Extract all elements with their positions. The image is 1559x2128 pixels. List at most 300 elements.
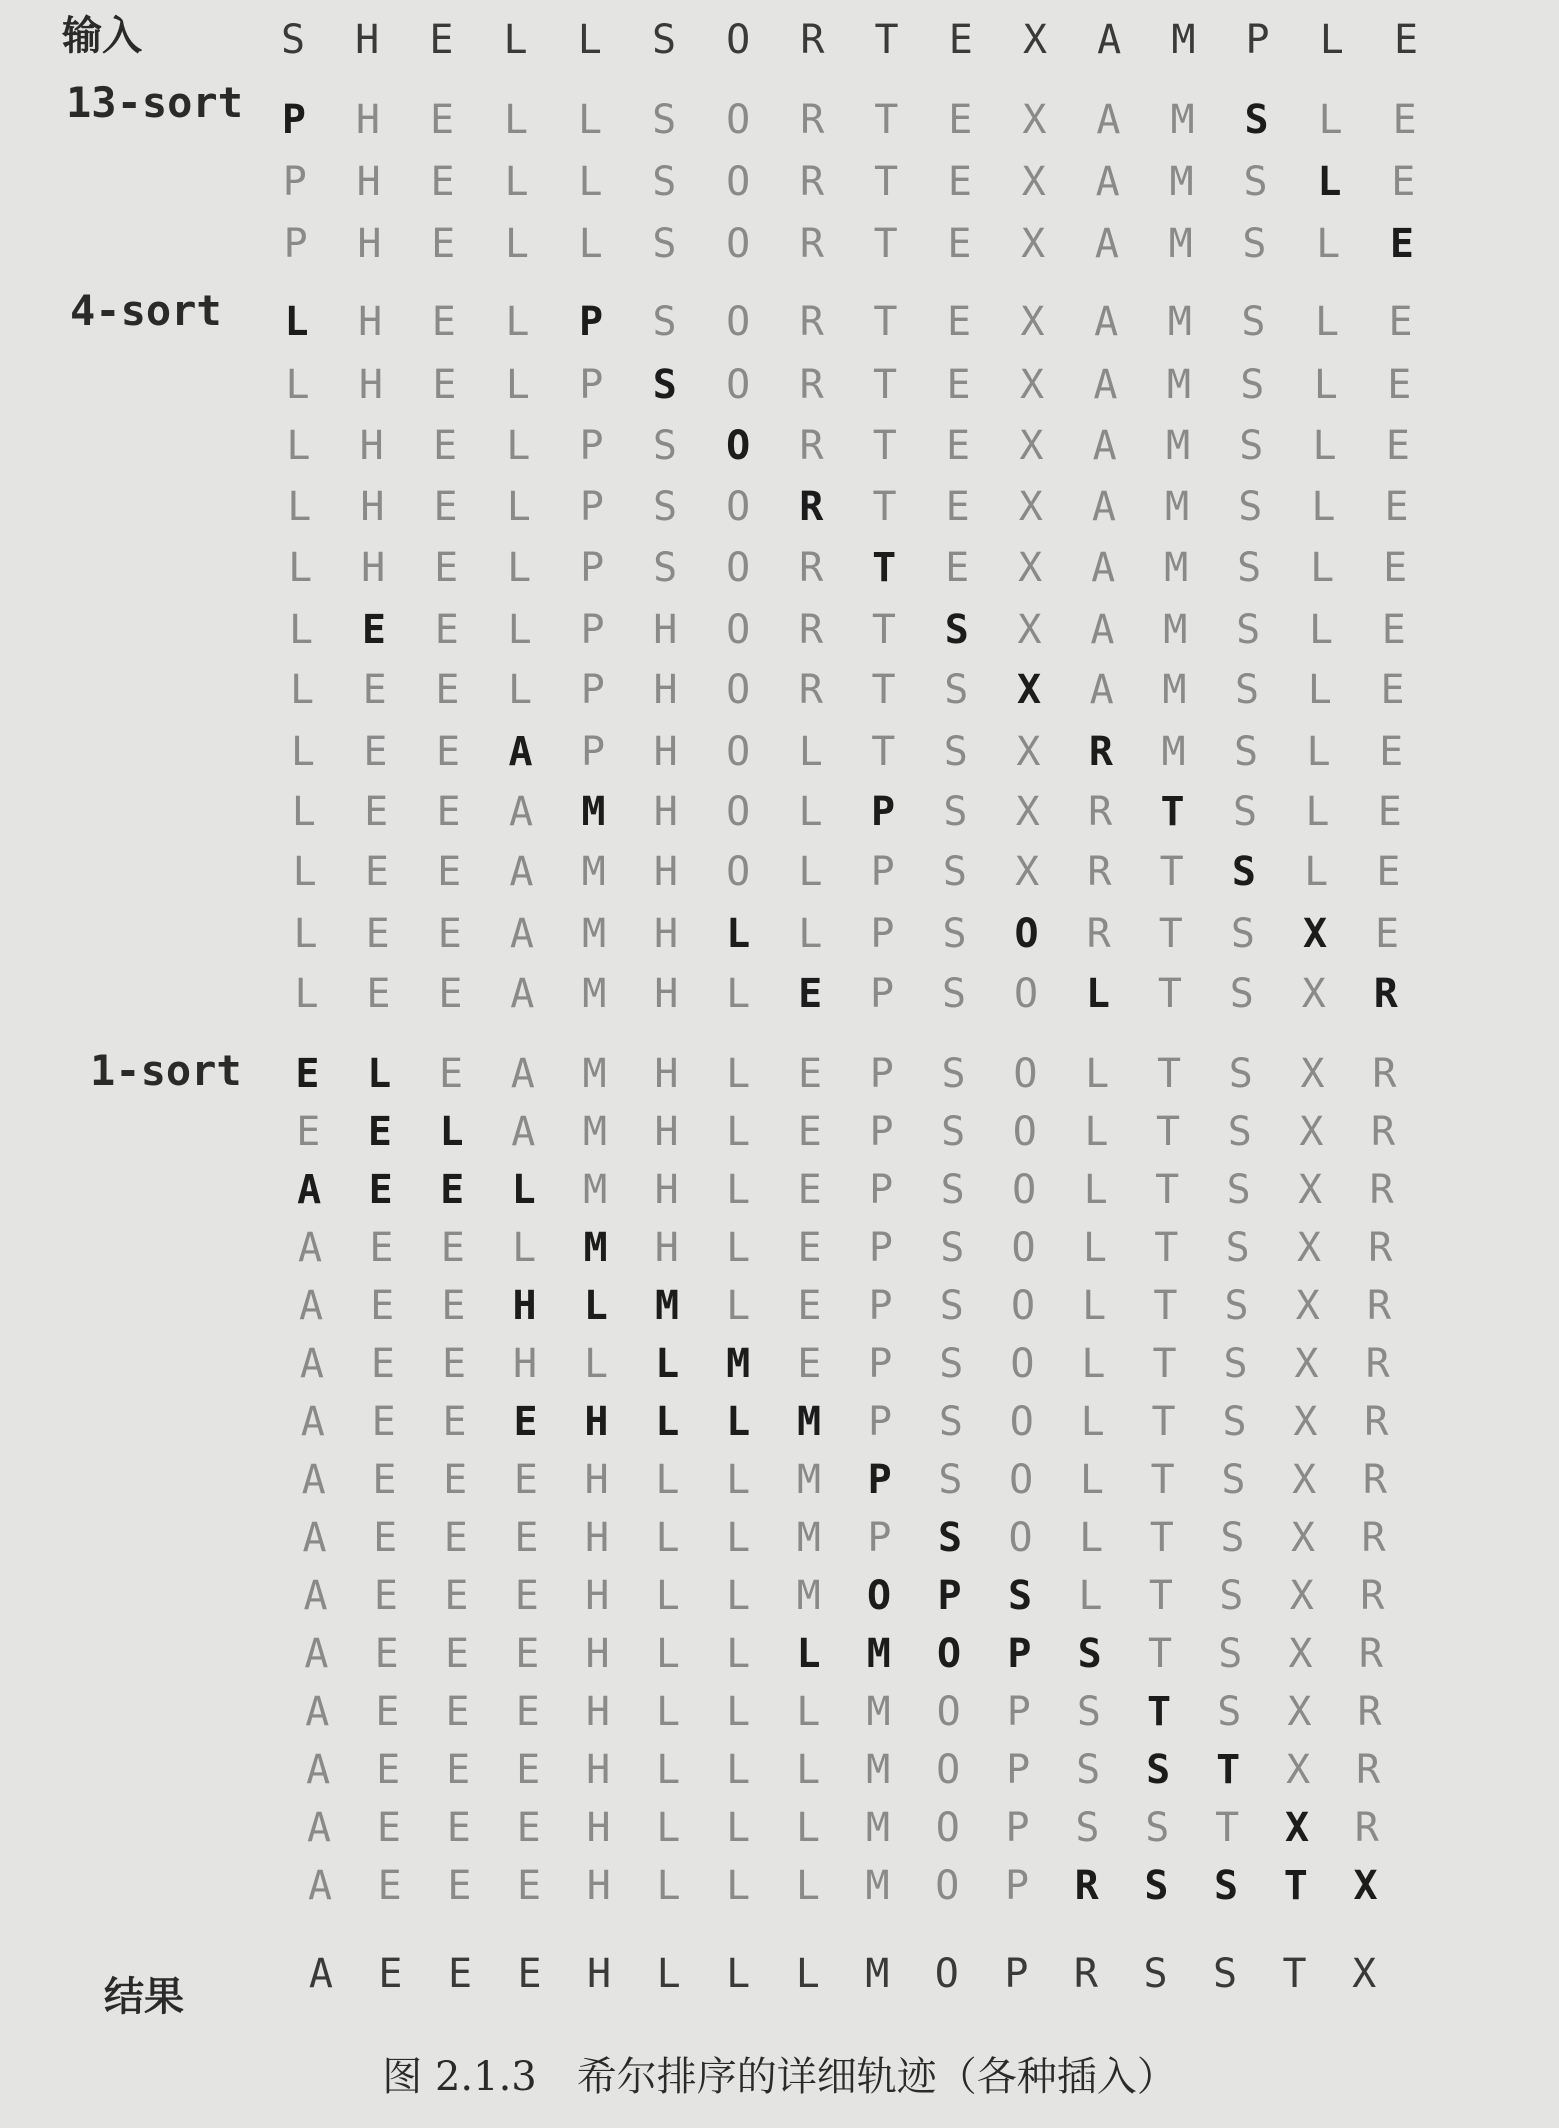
letter-cell: S [942,911,967,957]
letter-cell: P [581,729,606,775]
letter-cell: T [1153,1283,1178,1329]
letter-cell: R [1362,1457,1387,1503]
letter-cell: O [726,423,751,469]
letter-cell: S [1146,1747,1171,1793]
letter-cell: P [1004,1863,1030,1909]
letter-cell: M [1164,545,1189,591]
letter-cell: A [307,1805,332,1851]
letter-cell: S [1144,1863,1169,1909]
letter-cell: L [655,1341,680,1387]
letter-cell: E [377,1863,402,1909]
letter-cell: S [1217,1689,1242,1735]
letter-cell: P [580,667,605,713]
letter-cell: M [866,1689,891,1735]
letter-cell: H [361,545,386,591]
letter-cell: S [652,362,677,408]
letter-cell: A [308,1951,333,1997]
letter-cell: M [1166,362,1191,408]
letter-cell: L [1079,1515,1104,1561]
letter-cell: S [1214,1863,1239,1909]
letter-cell: L [655,1515,680,1561]
letter-cell: S [1220,1515,1245,1561]
letter-cell: A [299,1341,324,1387]
letter-cell: L [726,1805,751,1851]
letter-cell: M [583,1225,608,1271]
label-13-sort: 13-sort [66,78,244,127]
letter-cell: A [304,1631,329,1677]
letter-cell: E [444,1573,469,1619]
letter-cell: S [1228,1051,1253,1097]
letter-cell: L [1310,545,1335,591]
letter-cell: M [654,1283,680,1329]
letter-cell: T [1156,1109,1181,1155]
letter-cell: H [512,1283,537,1329]
letter-cell: E [437,911,462,957]
letter-cell: T [1283,1863,1308,1909]
letter-cell: L [796,1805,821,1851]
letter-cell: S [938,1457,963,1503]
letter-cell: S [938,1399,963,1445]
letter-cell: M [582,1109,607,1155]
letter-cell: X [1289,1573,1314,1619]
letter-cell: O [867,1573,892,1619]
letter-cell: L [726,1951,751,1997]
letter-cell: T [1154,1225,1179,1271]
letter-cell: L [1319,17,1344,63]
letter-cell: E [514,1515,539,1561]
letter-cell: E [947,159,972,205]
letter-cell: P [580,607,605,653]
letter-cell: E [446,1747,471,1793]
letter-cell: E [368,1167,393,1213]
letter-cell: M [1169,159,1194,205]
letter-cell: O [937,1631,962,1677]
letter-cell: L [726,971,751,1017]
letter-cell: L [798,789,823,835]
letter-cell: P [870,911,895,957]
letter-cell: R [1354,1805,1379,1851]
letter-cell: M [865,1863,890,1909]
letter-cell: S [1239,423,1264,469]
letter-cell: T [1160,789,1185,835]
letter-cell: A [510,971,535,1017]
letter-cell: E [429,97,455,143]
letter-cell: X [1296,1225,1322,1271]
letter-cell: R [1369,1167,1394,1213]
letter-cell: H [587,1951,612,1997]
letter-cell: E [945,484,970,530]
letter-cell: P [868,1341,893,1387]
letter-cell: H [653,789,678,835]
letter-cell: P [1245,17,1270,63]
letter-cell: X [1015,789,1040,835]
letter-cell: L [795,1951,820,1997]
letter-cell: E [1379,729,1404,775]
letter-cell: A [509,911,534,957]
letter-cell: T [1157,971,1182,1017]
letter-cell: L [290,729,315,775]
letter-cell: E [431,299,456,345]
letter-cell: S [941,1109,966,1155]
letter-cell: E [376,1805,401,1851]
letter-cell: M [1162,667,1187,713]
letter-cell: R [1088,789,1113,835]
letter-cell: O [935,1805,960,1851]
letter-cell: L [1078,1573,1103,1619]
letter-cell: H [358,362,383,408]
letter-cell: R [799,423,824,469]
letter-cell: R [1086,911,1111,957]
letter-cell: S [1238,484,1263,530]
letter-cell: M [797,1399,822,1445]
letter-cell: H [585,1573,610,1619]
letter-cell: L [796,1747,821,1793]
letter-cell: E [444,1631,470,1677]
letter-cell: X [1017,607,1042,653]
letter-cell: E [376,1747,401,1793]
letter-cell: S [941,1051,966,1097]
letter-cell: S [942,971,967,1017]
letter-cell: H [654,1225,679,1271]
letter-cell: T [1158,911,1183,957]
letter-cell: L [1085,971,1110,1017]
letter-cell: E [1388,299,1413,345]
letter-cell: H [584,1399,609,1445]
letter-cell: L [726,1283,751,1329]
letter-cell: R [1074,1863,1099,1909]
letter-cell: S [940,1225,965,1271]
letter-cell: P [870,971,895,1017]
letter-cell: L [1318,97,1343,143]
letter-cell: M [866,1631,891,1677]
letter-cell: H [653,667,678,713]
letter-cell: O [934,1951,959,1997]
letter-cell: A [1097,17,1122,63]
letter-cell: L [1317,159,1342,205]
letter-cell: A [298,1225,323,1271]
letter-cell: E [373,1515,398,1561]
letter-cell: X [1294,1341,1319,1387]
letter-cell: O [726,97,751,143]
letter-cell: R [1073,1951,1098,1997]
letter-cell: L [798,729,823,775]
letter-cell: L [1304,849,1329,895]
letter-cell: A [509,849,534,895]
letter-cell: H [586,1805,611,1851]
letter-cell: E [946,362,971,408]
letter-cell: E [361,607,386,653]
letter-cell: E [1393,17,1419,63]
letter-cell: E [296,1109,321,1155]
letter-cell: E [513,1457,538,1503]
letter-cell: E [798,971,823,1017]
letter-cell: H [653,849,678,895]
letter-cell: R [1358,1631,1383,1677]
letter-cell: A [300,1399,325,1445]
letter-cell: E [438,1051,464,1097]
letter-cell: M [581,849,606,895]
letter-cell: P [937,1573,962,1619]
letter-cell: S [1218,1631,1243,1677]
letter-cell: X [1019,423,1044,469]
letter-cell: X [1292,1457,1317,1503]
letter-cell: S [1235,667,1260,713]
letter-cell: L [507,607,532,653]
letter-cell: M [796,1515,821,1561]
letter-cell: L [1079,1457,1104,1503]
letter-cell: E [1385,423,1410,469]
letter-cell: H [654,911,679,957]
letter-cell: X [1286,1747,1311,1793]
letter-cell: A [1091,484,1116,530]
letter-cell: O [726,849,751,895]
letter-cell: E [440,1167,465,1213]
letter-cell: P [869,1167,894,1213]
letter-cell: R [799,484,824,530]
letter-cell: S [652,97,677,143]
letter-cell: R [798,667,823,713]
letter-cell: E [945,545,970,591]
letter-cell: L [795,1863,820,1909]
letter-cell: M [1165,484,1190,530]
letter-cell: A [1095,159,1120,205]
letter-cell: X [1288,1631,1313,1677]
letter-cell: S [1226,1167,1251,1213]
letter-cell: E [1387,362,1412,408]
letter-cell: H [586,1747,611,1793]
letter-cell: E [363,729,388,775]
letter-cell: E [432,362,457,408]
letter-cell: T [871,729,896,775]
letter-cell: M [796,1573,821,1619]
letter-cell: L [294,971,319,1017]
letter-cell: R [1361,1515,1386,1561]
letter-cell: L [503,17,528,63]
letter-cell: M [1161,729,1186,775]
letter-cell: L [1080,1399,1105,1445]
letter-cell: S [1075,1805,1100,1851]
letter-cell: S [651,17,677,63]
letter-cell: A [1091,545,1116,591]
letter-cell: T [872,484,897,530]
letter-cell: S [1237,545,1262,591]
letter-cell: H [584,1457,609,1503]
letter-cell: O [936,1689,961,1735]
letter-cell: E [946,299,972,345]
letter-cell: R [1360,1573,1385,1619]
letter-cell: O [726,362,751,408]
letter-cell: R [1372,1051,1397,1097]
letter-cell: E [1391,159,1416,205]
letter-cell: X [1019,362,1045,408]
letter-cell: E [369,1225,394,1271]
letter-cell: M [582,971,607,1017]
letter-cell: S [280,17,306,63]
letter-cell: E [438,971,463,1017]
letter-cell: T [874,17,899,63]
letter-cell: S [1244,97,1269,143]
letter-cell: X [1352,1951,1377,1997]
letter-cell: T [873,299,898,345]
letter-cell: S [1213,1951,1238,1997]
letter-cell: O [1008,1515,1033,1561]
letter-cell: O [726,729,751,775]
letter-cell: E [446,1805,471,1851]
letter-cell: L [1083,1167,1108,1213]
letter-cell: E [443,1457,468,1503]
letter-cell: L [726,1515,751,1561]
letter-cell: E [514,1573,539,1619]
letter-cell: S [1007,1573,1033,1619]
letter-cell: A [301,1457,326,1503]
letter-cell: X [1295,1283,1320,1329]
letter-cell: T [873,362,898,408]
letter-cell: H [654,1051,679,1097]
letter-cell: T [1147,1631,1173,1677]
label-4-sort: 4-sort [70,286,222,335]
letter-cell: L [656,1689,681,1735]
letter-cell: L [284,299,309,345]
letter-cell: S [937,1515,963,1561]
letter-cell: X [1290,1515,1316,1561]
letter-cell: H [358,299,383,345]
letter-cell: H [513,1341,538,1387]
letter-cell: E [442,1399,467,1445]
letter-cell: S [653,484,678,530]
letter-cell: T [1215,1805,1240,1851]
letter-cell: E [441,1283,466,1329]
letter-cell: L [578,159,603,205]
letter-cell: R [800,17,825,63]
letter-cell: R [1373,971,1398,1017]
letter-cell: L [726,1457,751,1503]
letter-cell: L [511,1167,536,1213]
letter-cell: L [655,1573,680,1619]
letter-cell: S [944,607,969,653]
letter-cell: E [364,849,389,895]
letter-cell: L [1085,1051,1110,1097]
letter-cell: S [652,221,677,267]
letter-cell: L [512,1225,537,1271]
letter-cell: A [1092,423,1117,469]
letter-cell: L [798,849,823,895]
letter-cell: E [441,1341,467,1387]
letter-cell: A [297,1167,322,1213]
letter-cell: M [865,1805,890,1851]
letter-cell: L [655,1457,680,1503]
letter-cell: E [1383,545,1408,591]
letter-cell: O [726,545,751,591]
letter-cell: L [1084,1109,1109,1155]
letter-cell: M [1170,97,1195,143]
letter-cell: R [800,159,825,205]
letter-cell: P [1004,1951,1029,1997]
letter-cell: H [654,1109,679,1155]
letter-cell: S [1219,1573,1244,1619]
letter-cell: X [1021,221,1046,267]
letter-cell: S [1077,1631,1102,1677]
letter-cell: E [947,221,972,267]
letter-cell: X [1020,299,1045,345]
letter-cell: R [799,607,824,653]
letter-cell: L [285,362,310,408]
letter-cell: M [1165,423,1191,469]
letter-cell: X [1016,729,1041,775]
letter-cell: E [443,1515,468,1561]
letter-cell: T [874,97,899,143]
letter-cell: E [1375,911,1400,957]
letter-cell: E [433,484,458,530]
letter-cell: T [1282,1951,1307,1997]
letter-cell: E [513,1399,538,1445]
letter-cell: L [656,1747,681,1793]
letter-cell: L [796,1631,821,1677]
letter-cell: E [367,1109,392,1155]
letter-cell: T [1216,1747,1241,1793]
letter-cell: E [364,789,389,835]
letter-cell: E [1384,484,1409,530]
letter-cell: L [505,299,530,345]
letter-cell: L [578,97,603,143]
letter-cell: S [1241,299,1266,345]
letter-cell: L [1082,1225,1107,1271]
letter-cell: X [1302,911,1328,957]
letter-cell: T [871,667,896,713]
letter-cell: A [1089,667,1114,713]
letter-cell: E [1381,607,1406,653]
letter-cell: L [726,1225,751,1271]
letter-cell: L [726,1631,751,1677]
letter-cell: X [1018,484,1043,530]
letter-cell: H [654,1167,679,1213]
letter-cell: A [303,1573,328,1619]
letter-cell: T [1159,849,1184,895]
letter-cell: O [1012,1109,1037,1155]
letter-cell: X [1022,17,1048,63]
letter-cell: X [1300,1051,1325,1097]
letter-cell: R [1371,1109,1396,1155]
letter-cell: S [1224,1283,1249,1329]
letter-cell: X [1018,545,1043,591]
letter-cell: E [797,1167,822,1213]
letter-cell: E [295,1051,320,1097]
letter-cell: S [652,159,677,205]
letter-cell: E [1376,849,1401,895]
letter-cell: P [580,545,605,591]
letter-cell: S [1227,1109,1252,1155]
letter-cell: R [800,97,825,143]
letter-cell: A [1090,607,1115,653]
letter-cell: A [1094,221,1119,267]
letter-cell: P [1006,1689,1031,1735]
letter-cell: S [1229,971,1254,1017]
letter-cell: S [1145,1805,1170,1851]
letter-cell: S [939,1341,964,1387]
letter-cell: R [799,545,824,591]
letter-cell: L [1308,607,1334,653]
letter-cell: H [355,17,380,63]
letter-cell: E [797,1109,822,1155]
letter-cell: P [869,1109,894,1155]
letter-cell: O [1013,1051,1038,1097]
letter-cell: O [726,159,751,205]
letter-cell: P [869,1051,894,1097]
letter-cell: E [946,423,971,469]
letter-cell: X [1287,1689,1312,1735]
letter-cell: M [582,1051,607,1097]
letter-cell: L [1082,1283,1107,1329]
letter-cell: R [799,299,824,345]
